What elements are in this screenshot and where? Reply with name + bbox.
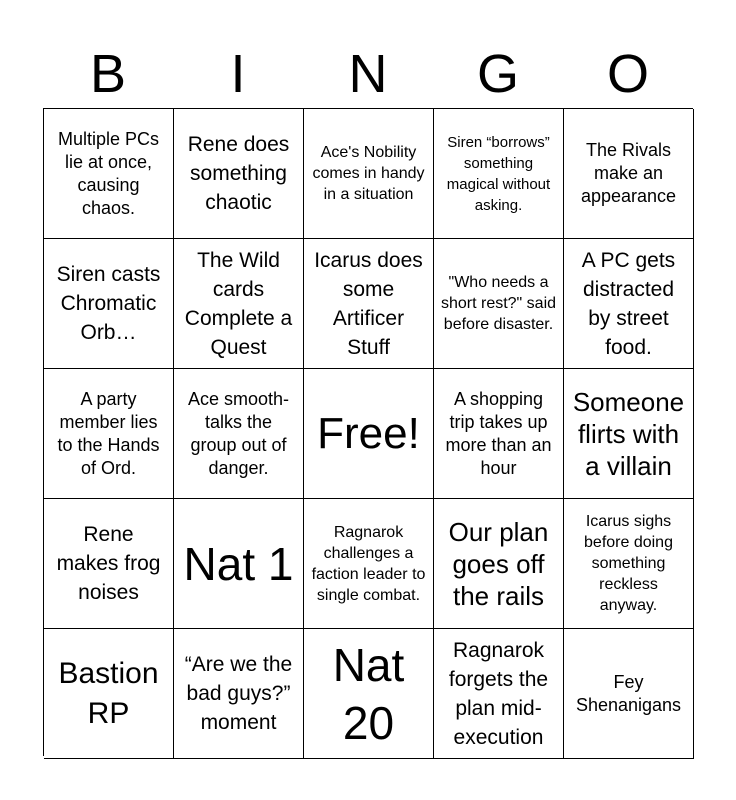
header-letter-o: O	[606, 44, 649, 104]
bingo-cell[interactable]: Icarus sighs before doing something reckless anyway.	[564, 499, 694, 629]
bingo-cell[interactable]: Icarus does some Artificer Stuff	[304, 239, 434, 369]
bingo-cell[interactable]: “Are we the bad guys?” moment	[174, 629, 304, 759]
bingo-header	[43, 38, 693, 110]
bingo-cell[interactable]: Bastion RP	[44, 629, 174, 759]
bingo-cell[interactable]: Nat 1	[174, 499, 304, 629]
bingo-cell[interactable]: Ace's Nobility comes in handy in a situation	[304, 109, 434, 239]
bingo-cell[interactable]: A shopping trip takes up more than an hour	[434, 369, 564, 499]
bingo-cell[interactable]: Ace smooth-talks the group out of danger.	[174, 369, 304, 499]
header-letter-b: B	[89, 44, 127, 104]
header-letter-n: N	[348, 44, 388, 104]
bingo-cell[interactable]: Fey Shenanigans	[564, 629, 694, 759]
bingo-cell[interactable]: The Rivals make an appearance	[564, 109, 694, 239]
bingo-cell[interactable]: Someone flirts with a villain	[564, 369, 694, 499]
header-letter-g: G	[476, 44, 519, 104]
header-letter-i: I	[230, 44, 246, 104]
bingo-cell-free[interactable]: Free!	[304, 369, 434, 499]
bingo-cell[interactable]: Rene does something chaotic	[174, 109, 304, 239]
bingo-cell[interactable]: Siren casts Chromatic Orb…	[44, 239, 174, 369]
bingo-cell[interactable]: "Who needs a short rest?" said before disaster.	[434, 239, 564, 369]
bingo-cell[interactable]: The Wild cards Complete a Quest	[174, 239, 304, 369]
bingo-cell[interactable]: Ragnarok challenges a faction leader to single combat.	[304, 499, 434, 629]
bingo-cell[interactable]: Nat 20	[304, 629, 434, 759]
bingo-cell[interactable]: Ragnarok forgets the plan mid-execution	[434, 629, 564, 759]
bingo-cell[interactable]: Siren “borrows” something magical without asking.	[434, 109, 564, 239]
bingo-cell[interactable]: Rene makes frog noises	[44, 499, 174, 629]
bingo-cell[interactable]: A PC gets distracted by street food.	[564, 239, 694, 369]
bingo-cell[interactable]: Multiple PCs lie at once, causing chaos.	[44, 109, 174, 239]
bingo-cell[interactable]: A party member lies to the Hands of Ord.	[44, 369, 174, 499]
bingo-grid	[43, 108, 693, 756]
bingo-cell[interactable]: Our plan goes off the rails	[434, 499, 564, 629]
